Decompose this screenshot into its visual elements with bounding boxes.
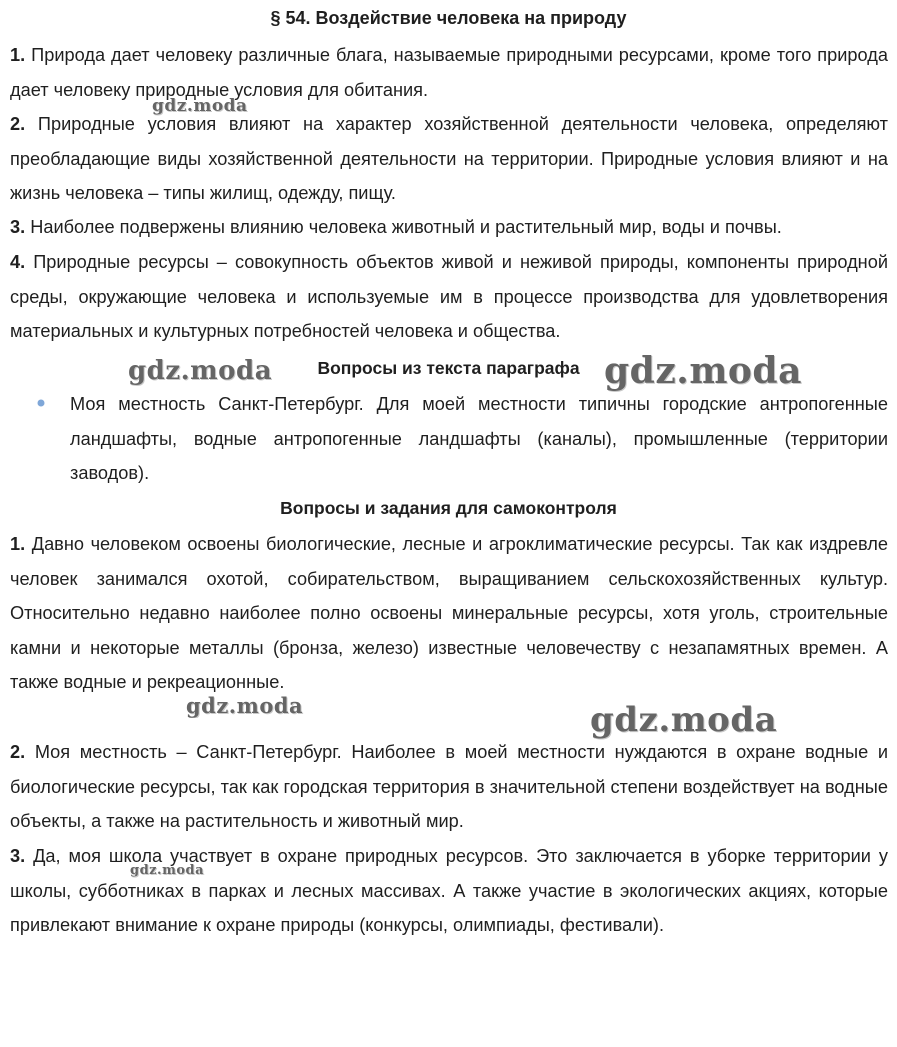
section-heading-self-control: Вопросы и задания для самоконтроля <box>280 498 617 518</box>
bullet-answer: Моя местность Санкт-Петербург. Для моей местности типичны городские антропогенные ландшафты, водные антропогенные ландшафты (каналы), промышленные (территории заводов). <box>70 394 888 484</box>
item-number: 2. <box>10 114 26 134</box>
watermark-logo: gdz.moda <box>186 693 304 718</box>
item-text: Моя местность – Санкт-Петербург. Наиболее в моей местности нуждаются в охране водные и биологические ресурсы, так как городская территория в значительной степени воздействует на водные объекты, а также на растительность и животный мир. <box>10 742 888 832</box>
item-number: 4. <box>10 252 26 272</box>
self-control-item-2 <box>10 735 888 839</box>
item-text: Наиболее подвержены влиянию человека животный и растительный мир, воды и почвы. <box>30 217 782 237</box>
watermark-logo: gdz.moda <box>590 700 778 740</box>
item-number: 3. <box>10 217 26 237</box>
item-number: 3. <box>10 846 26 866</box>
intro-item-1 <box>10 38 888 107</box>
watermark-logo: gdz.moda <box>152 96 248 116</box>
item-number: 1. <box>10 45 26 65</box>
self-control-item-3 <box>10 839 888 943</box>
watermark-logo: gdz.moda <box>128 356 273 386</box>
bullet-icon <box>36 398 46 408</box>
section-heading-text-questions: Вопросы из текста параграфа <box>317 358 580 378</box>
item-number: 1. <box>10 534 26 554</box>
watermark-logo: gdz.moda <box>130 863 205 878</box>
item-text: Да, моя школа участвует в охране природных ресурсов. Это заключается в уборке территории у школы, субботниках в парках и лесных массивах. А также участие в экологических акциях, которые привлекают внимание к охране природы (конкурсы, олимпиады, фестивали). <box>10 846 888 936</box>
watermark-logo: gdz.moda <box>604 350 802 392</box>
item-number: 2. <box>10 742 26 762</box>
item-text: Давно человеком освоены биологические, лесные и агроклиматические ресурсы. Так как издревле человек занимался охотой, собирательством, выращиванием сельскохозяйственных культур. Относительно недавно наиболее полно освоены минеральные ресурсы, хотя уголь, строительные камни и некоторые металлы (бронза, железо) известные человечеству с незапамятных времен. А также водные и рекреационные. <box>10 534 888 693</box>
page-title: § 54. Воздействие человека на природу <box>270 8 627 28</box>
intro-item-2 <box>10 107 888 211</box>
intro-item-3 <box>10 210 888 245</box>
item-text: Природные ресурсы – совокупность объектов живой и неживой природы, компоненты природной среды, окружающие человека и используемые им в процессе производства для удовлетворения материальных и культурных потребностей человека и общества. <box>10 252 888 342</box>
item-text: Природные условия влияют на характер хозяйственной деятельности человека, определяют преобладающие виды хозяйственной деятельности на территории. Природные условия влияют и на жизнь человека – типы жилищ, одежду, пищу. <box>10 114 889 204</box>
item-text: Природа дает человеку различные блага, называемые природными ресурсами, кроме того природа дает человеку природные условия для обитания. <box>10 45 888 100</box>
self-control-item-1 <box>10 527 888 700</box>
intro-item-4 <box>10 245 888 349</box>
